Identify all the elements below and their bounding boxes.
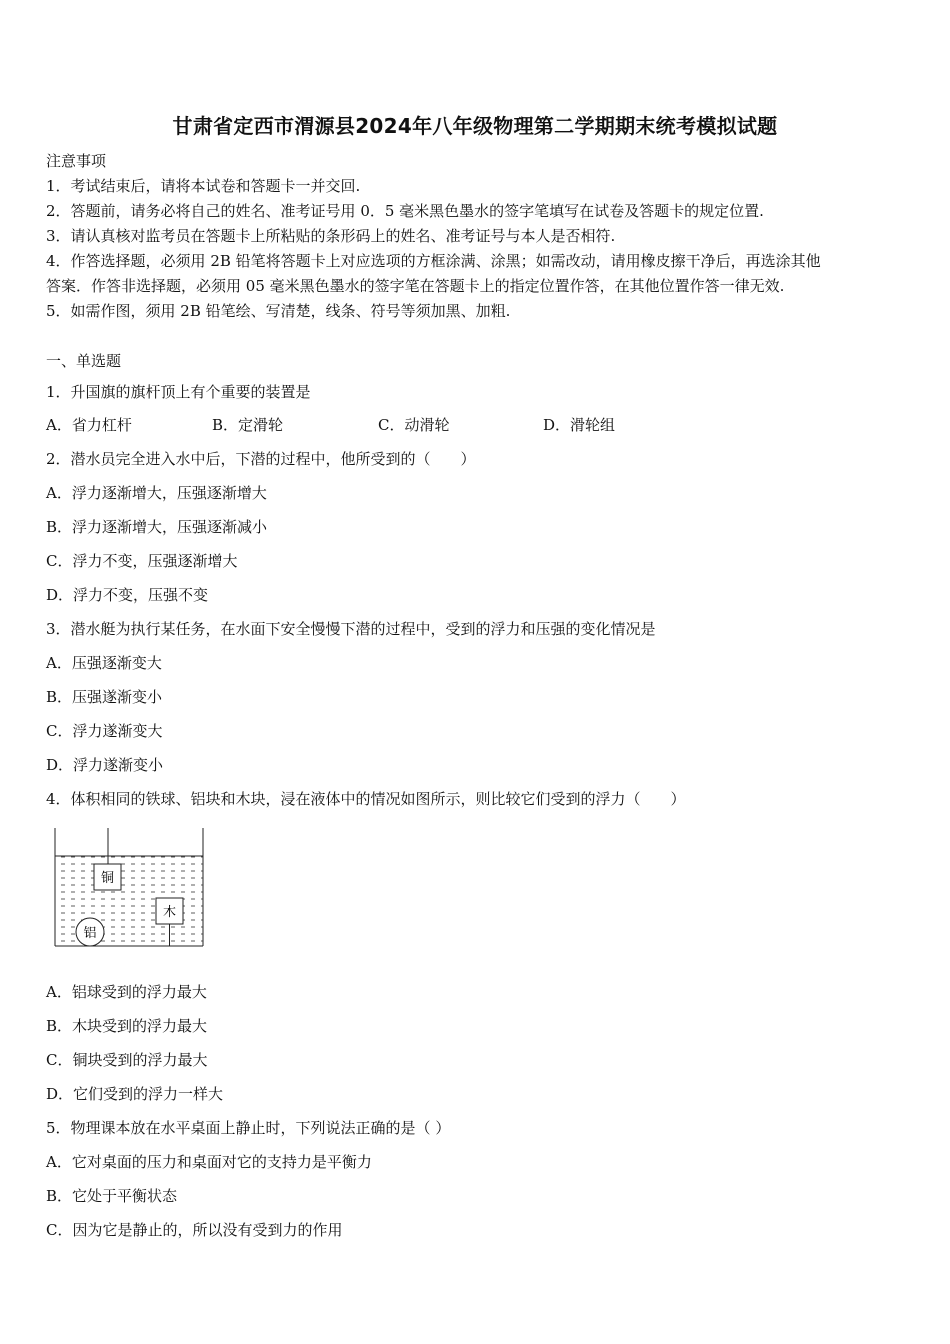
q1-stem: 1．升国旗的旗杆顶上有个重要的装置是 bbox=[46, 383, 311, 401]
notice-item: 5．如需作图，须用 2B 铅笔绘、写清楚，线条、符号等须加黑、加粗. bbox=[46, 302, 511, 320]
q1-option-c: C．动滑轮 bbox=[378, 416, 450, 434]
q4-option-c: C．铜块受到的浮力最大 bbox=[46, 1051, 208, 1069]
notice-item: 2．答题前，请务必将自己的姓名、准考证号用 0．5 毫米黑色墨水的签字笔填写在试卷及答题卡的规定位置. bbox=[46, 202, 764, 220]
q5-option-c: C．因为它是静止的，所以没有受到力的作用 bbox=[46, 1221, 343, 1239]
q4-figure bbox=[50, 826, 210, 952]
notice-item: 4．作答选择题，必须用 2B 铅笔将答题卡上对应选项的方框涂满、涂黑；如需改动，请用橡皮擦干净后，再选涂其他 bbox=[46, 252, 821, 270]
q1-option-a: A．省力杠杆 bbox=[46, 416, 132, 434]
q3-option-d: D．浮力遂渐变小 bbox=[46, 756, 164, 774]
q3-stem: 3．潜水艇为执行某任务，在水面下安全慢慢下潜的过程中，受到的浮力和压强的变化情况是 bbox=[46, 620, 656, 638]
notice-item: 1．考试结束后，请将本试卷和答题卡一并交回. bbox=[46, 177, 361, 195]
q3-option-c: C．浮力遂渐变大 bbox=[46, 722, 163, 740]
q2-option-b: B．浮力逐渐增大，压强逐渐减小 bbox=[46, 518, 268, 536]
q5-option-b: B．它处于平衡状态 bbox=[46, 1187, 178, 1205]
q2-option-c: C．浮力不变，压强逐渐增大 bbox=[46, 552, 238, 570]
aluminum-label: 铝 bbox=[83, 926, 97, 941]
notice-item: 3．请认真核对监考员在答题卡上所粘贴的条形码上的姓名、准考证号与本人是否相符. bbox=[46, 227, 616, 245]
q4-option-b: B．木块受到的浮力最大 bbox=[46, 1017, 208, 1035]
wood-label: 木 bbox=[162, 905, 177, 920]
q4-stem: 4．体积相同的铁球、铝块和木块，浸在液体中的情况如图所示，则比较它们受到的浮力（ ） bbox=[46, 790, 686, 808]
page-title: 甘肃省定西市渭源县2024年八年级物理第二学期期末统考模拟试题 bbox=[172, 114, 778, 138]
q1-option-b: B．定滑轮 bbox=[212, 416, 284, 434]
notice-heading: 注意事项 bbox=[46, 152, 107, 170]
section-heading: 一、单选题 bbox=[46, 352, 122, 370]
q1-option-d: D．滑轮组 bbox=[543, 416, 616, 434]
q4-option-d: D．它们受到的浮力一样大 bbox=[46, 1085, 224, 1103]
q3-option-b: B．压强遂渐变小 bbox=[46, 688, 163, 706]
notice-item: 答案．作答非选择题，必须用 05 毫米黑色墨水的签字笔在答题卡上的指定位置作答，在其他位置作答一律无效. bbox=[46, 277, 785, 295]
q2-stem: 2．潜水员完全进入水中后，下潜的过程中，他所受到的（ ） bbox=[46, 450, 476, 468]
q5-stem: 5．物理课本放在水平桌面上静止时，下列说法正确的是（ ） bbox=[46, 1119, 451, 1137]
q5-option-a: A．它对桌面的压力和桌面对它的支持力是平衡力 bbox=[46, 1153, 372, 1171]
copper-label: 铜 bbox=[100, 871, 115, 886]
q2-option-a: A．浮力逐渐增大，压强逐渐增大 bbox=[46, 484, 267, 502]
q3-option-a: A．压强逐渐变大 bbox=[46, 654, 162, 672]
q2-option-d: D．浮力不变，压强不变 bbox=[46, 586, 209, 604]
q4-option-a: A．铝球受到的浮力最大 bbox=[46, 983, 207, 1001]
